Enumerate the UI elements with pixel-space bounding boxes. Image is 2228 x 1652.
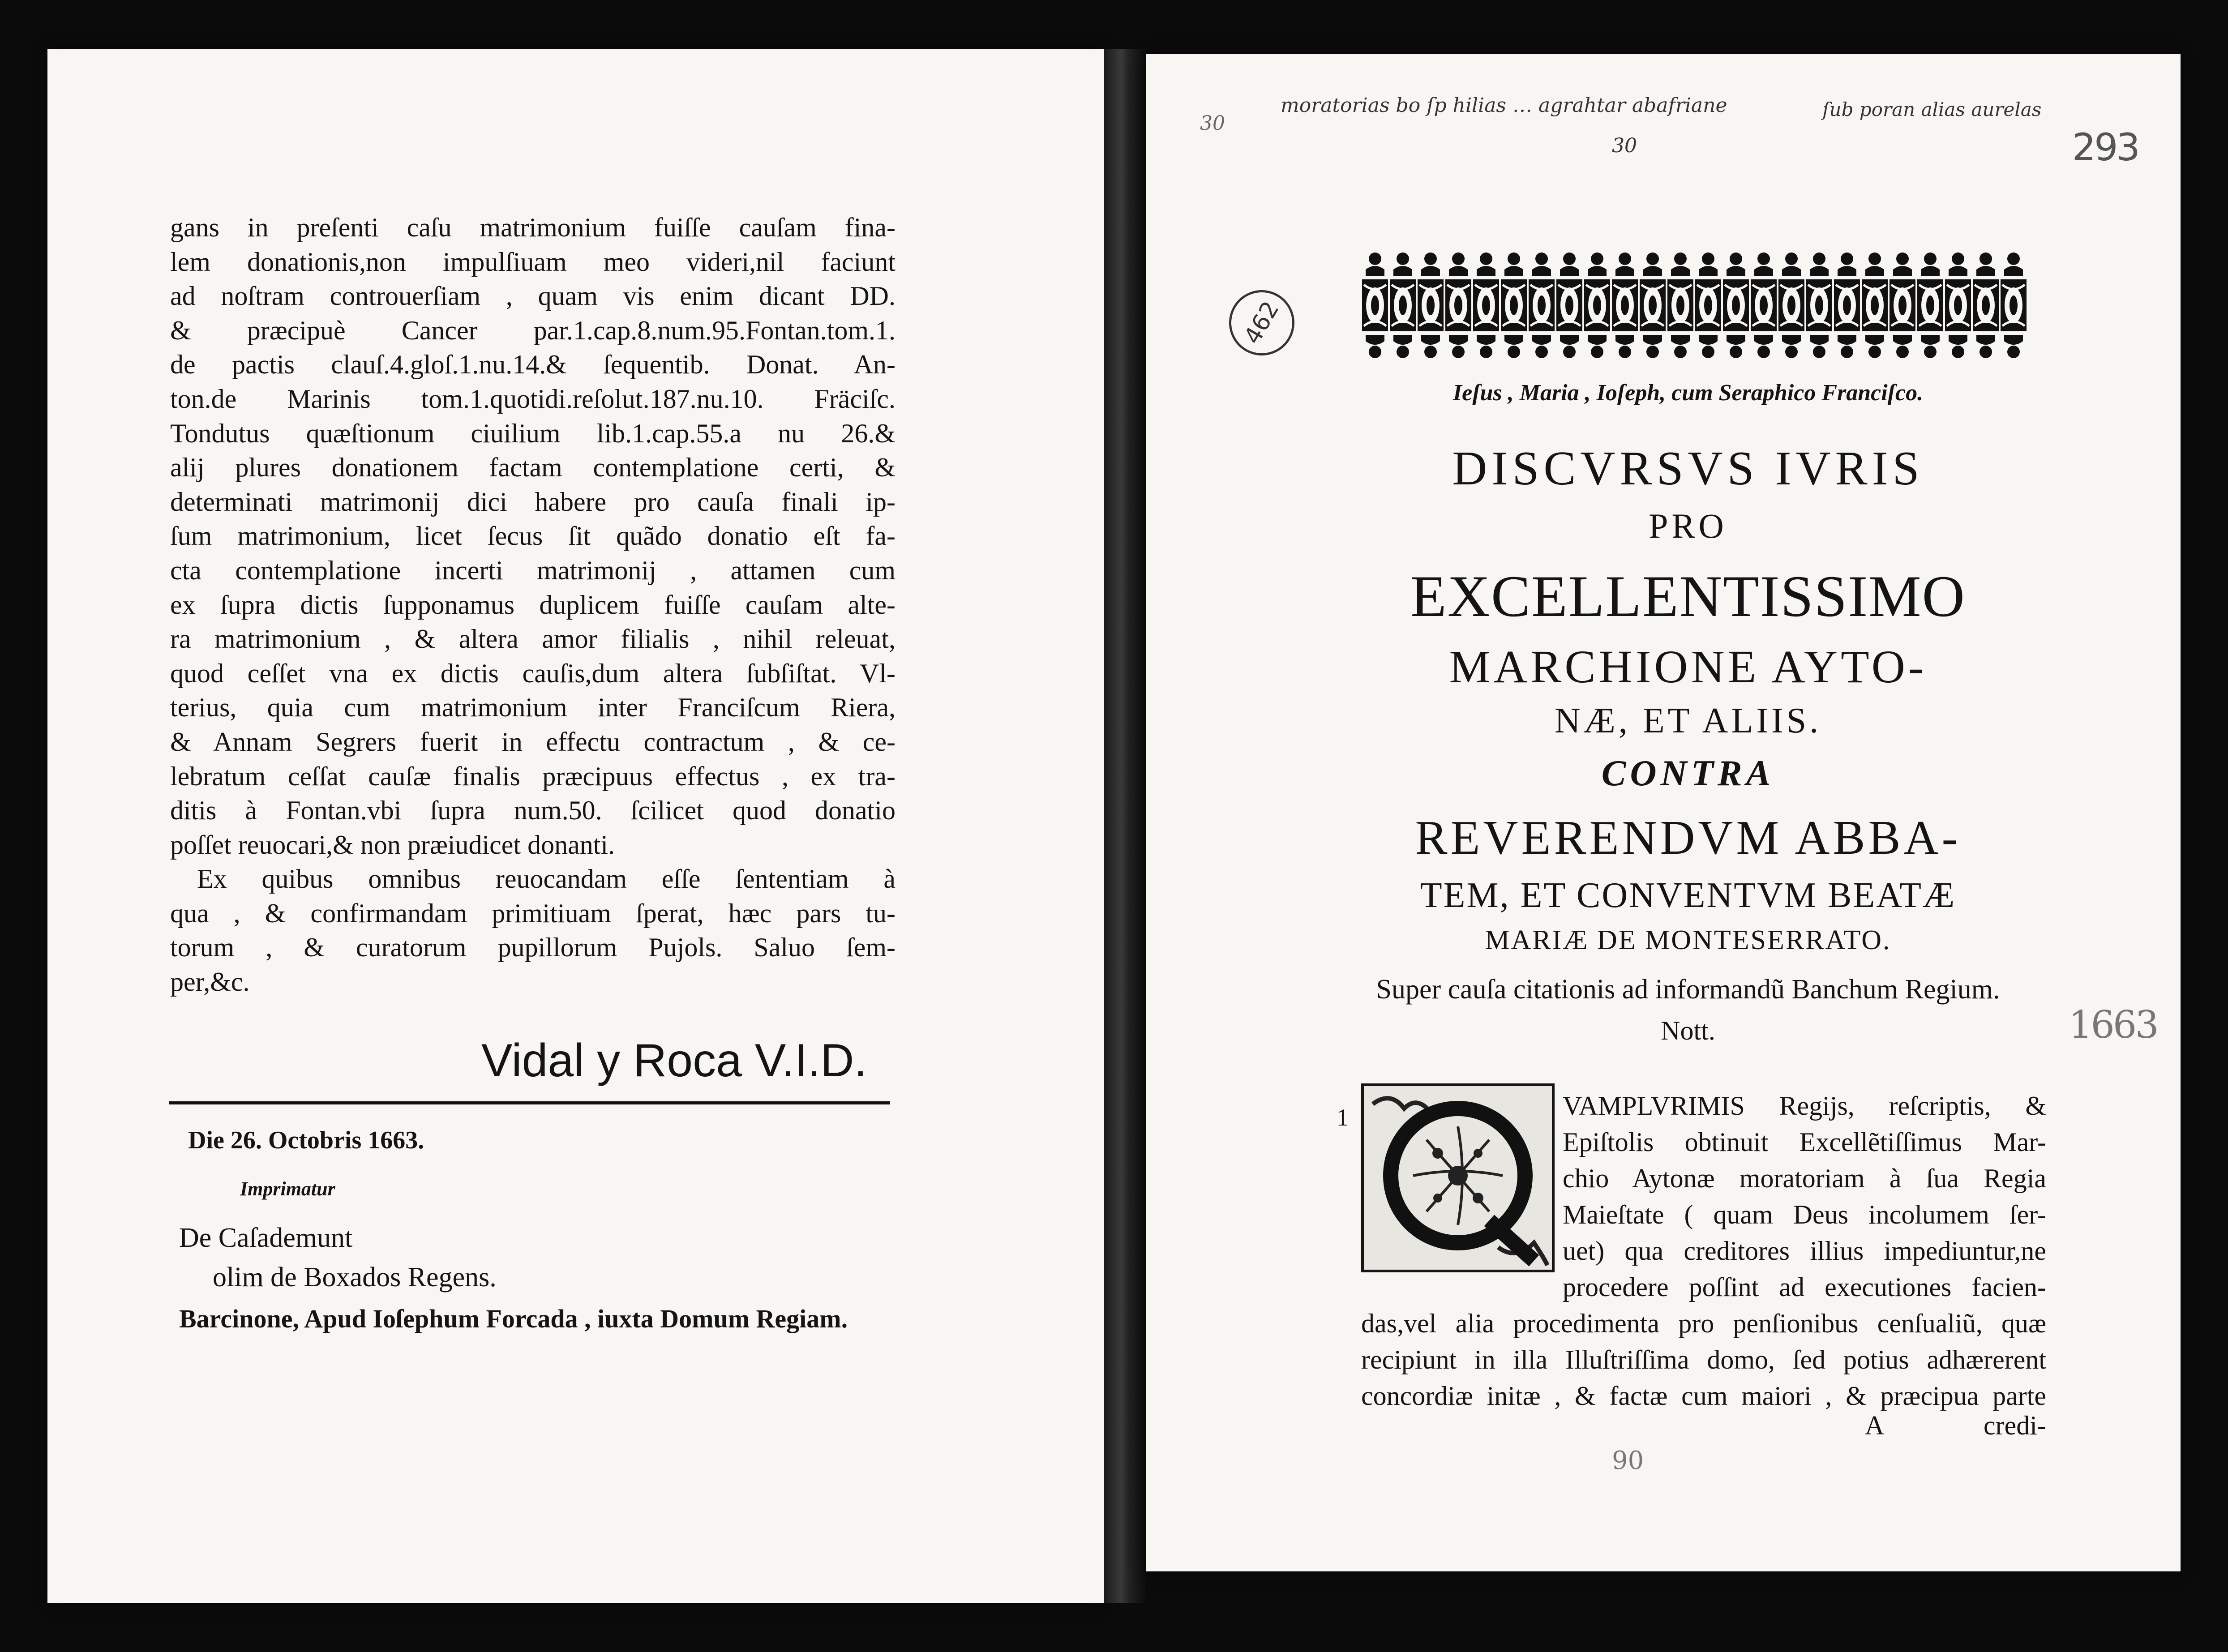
left-page-body (170, 210, 895, 999)
printer-imprint: Barcinone, Apud Ioſephum Forcada , iuxta Domum Regiam. (179, 1304, 848, 1333)
title-line: PRO (1649, 506, 1727, 545)
text-line: uet) qua creditores illius impediuntur,ne (1563, 1236, 2046, 1266)
notes-heading: Nott. (1661, 1016, 1715, 1045)
imprimatur-label: Imprimatur (240, 1178, 335, 1200)
text-line: ra matrimonium , & altera amor filialis , nihil releuat, (170, 624, 895, 654)
date-line: Die 26. Octobris 1663. (188, 1126, 424, 1154)
text-line: Epiſtolis obtinuit Excellẽtiſſimus Mar- (1563, 1127, 2046, 1157)
text-line: per,&c. (170, 967, 250, 997)
text-line: procedere poſſint ad executiones facien- (1563, 1272, 2046, 1302)
manuscript-note-margin: 30 (1200, 112, 1225, 135)
text-line: ad noſtram controuerſiam , quam vis enim dicant DD. (170, 281, 895, 311)
manuscript-year: 1663 (2069, 1003, 2157, 1047)
manuscript-note-right: ſub poran alias aurelas (1822, 98, 2042, 120)
text-line: ton.de Marinis tom.1.quotidi.reſolut.187.nu.10. Fräciſc. (170, 384, 895, 414)
folio-number: 293 (2072, 125, 2138, 169)
divider-rule (169, 1101, 890, 1104)
text-line: ex ſupra dictis ſupponamus duplicem fuiſſe cauſam alte- (170, 590, 895, 620)
manuscript-note-number: 30 (1612, 134, 1637, 157)
text-line: lebratum ceſſat cauſæ finalis præcipuus effectus , ex tra- (170, 761, 895, 791)
text-line: concordiæ initæ , & factæ cum maiori , & præcipua parte (1361, 1381, 2046, 1411)
censor-name: De Caſademunt (179, 1223, 353, 1253)
title-line: NÆ, ET ALIIS. (1554, 701, 1822, 740)
subject-line: Super cauſa citationis ad informandũ Banchum Regium. (1376, 974, 2000, 1005)
text-line: quod ceſſet vna ex dictis cauſis,dum altera ſubſiſtat. Vl- (170, 658, 895, 688)
title-line: DISCVRSVS IVRIS (1452, 442, 1924, 495)
text-line: terius, quia cum matrimonium inter Franciſcum Riera, (170, 693, 895, 723)
text-line: ditis à Fontan.vbi ſupra num.50. ſcilicet quod donatio (170, 796, 895, 826)
contra-heading: CONTRA (1601, 753, 1775, 793)
censor-title: olim de Boxados Regens. (213, 1262, 497, 1292)
author-signature: Vidal y Roca V.I.D. (481, 1035, 867, 1087)
text-line: ſum matrimonium, licet ſecus ſit quãdo donatio eſt fa- (170, 521, 895, 551)
stamp-number: 462 (1239, 297, 1285, 349)
opponent-line: REVERENDVM ABBA- (1415, 811, 1961, 865)
manuscript-note-bottom: 90 (1612, 1446, 1644, 1475)
text-line: Ex quibus omnibus reuocandam eſſe ſententiam à (197, 864, 895, 894)
text-line: gans in preſenti caſu matrimonium fuiſſe cauſam fina- (170, 213, 895, 242)
body-paragraph-indented (1563, 1088, 2046, 1305)
text-line: VAMPLVRIMIS Regijs, reſcriptis, & (1563, 1091, 2046, 1121)
text-line: das,vel alia procedimenta pro penſionibus cenſualiũ, quæ (1361, 1309, 2046, 1338)
text-line: poſſet reuocari,& non præiudicet donanti. (170, 830, 615, 860)
opponent-line: MARIÆ DE MONTESERRATO. (1485, 925, 1891, 955)
text-line: chio Aytonæ moratoriam à ſua Regia (1563, 1164, 2046, 1193)
text-line: alij plures donationem factam contemplatione certi, & (170, 453, 895, 483)
text-line: de pactis clauſ.4.gloſ.1.nu.14.& ſequentib. Donat. An- (170, 350, 895, 380)
text-line: Tondutus quæſtionum ciuilium lib.1.cap.55.a nu 26.& (170, 418, 895, 448)
text-line: lem donationis,non impulſiuam meo videri,nil faciunt (170, 247, 895, 277)
title-line: MARCHIONE AYTO- (1449, 641, 1927, 693)
text-line: Maieſtate ( quam Deus incolumem ſer- (1563, 1200, 2046, 1229)
text-line: & præcipuè Cancer par.1.cap.8.num.95.Fontan.tom.1. (170, 315, 895, 345)
manuscript-note-top: moratorias bo ſp hilias … agrahtar abafriane (1281, 94, 1727, 117)
text-line: recipiunt in illa Illuſtriſſima domo, ſed potius adhærerent (1361, 1345, 2046, 1374)
margin-note-number: 1 (1337, 1104, 1349, 1131)
title-line: EXCELLENTISSIMO (1410, 563, 1966, 629)
text-line: torum , & curatorum pupillorum Pujols. Saluo ſem- (170, 933, 895, 963)
text-line: cta contemplatione incerti matrimonij , attamen cum (170, 555, 895, 585)
text-line: qua , & confirmandam primitiuam ſperat, hæc pars tu- (170, 898, 895, 928)
ornamental-headpiece (1361, 249, 2028, 362)
decorated-initial-q (1361, 1083, 1555, 1272)
opponent-line: TEM, ET CONVENTVM BEATÆ (1420, 876, 1956, 915)
signature-mark: A (1865, 1411, 1885, 1440)
text-line: determinati matrimonij dici habere pro cauſa finali ip- (170, 487, 895, 517)
catchword: credi- (1984, 1411, 2046, 1440)
book-gutter (1104, 49, 1146, 1603)
body-paragraph-full (1361, 1305, 2046, 1414)
text-line: & Annam Segrers fuerit in effectu contractum , & ce- (170, 727, 895, 757)
invocation-line: Ieſus , Maria , Ioſeph, cum Seraphico Franciſco. (1452, 380, 1924, 406)
